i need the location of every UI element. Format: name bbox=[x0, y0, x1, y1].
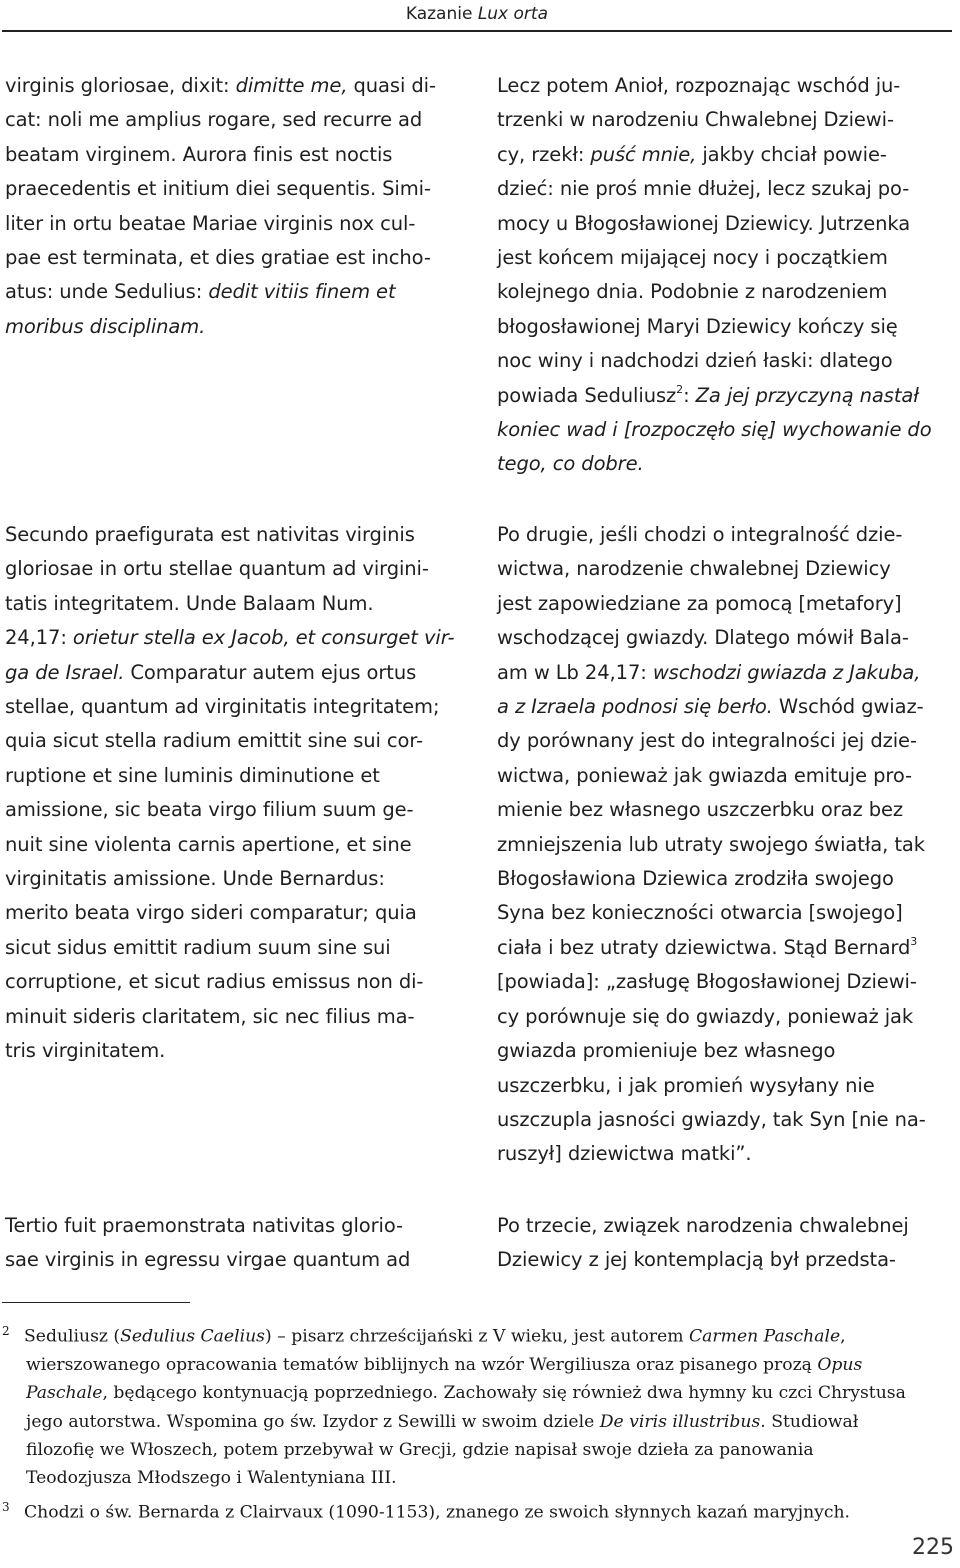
text-line: ciała i bez utraty dziewictwa. Stąd Bernard$^3$ bbox=[497, 935, 918, 959]
text-line: cy, rzekł: puść mnie, jakby chciał powie- bbox=[497, 142, 887, 166]
footnote-marker: 3 bbox=[2, 1499, 10, 1514]
text-line: amissione, sic beata virgo filium suum ge- bbox=[5, 798, 414, 822]
text-line: gwiazda promieniuje bez własnego bbox=[497, 1039, 836, 1063]
text-line: cat: noli me amplius rogare, sed recurre ad bbox=[5, 108, 423, 132]
text-line: corruptione, et sicut radius emissus non di- bbox=[5, 970, 424, 994]
page-number: 225 bbox=[912, 1535, 954, 1560]
text-line: stellae, quantum ad virginitatis integritatem; bbox=[5, 695, 440, 719]
polish-paragraph-1 bbox=[497, 69, 957, 482]
text-line: tris virginitatem. bbox=[5, 1039, 166, 1063]
footnote-rule bbox=[2, 1302, 190, 1303]
footnote-line: Paschale, będącego kontynuacją poprzedniego. Zachowały się również dwa hymny ku czci Chrystusa bbox=[26, 1383, 906, 1404]
text-line: kolejnego dnia. Podobnie z narodzeniem bbox=[497, 280, 888, 304]
text-line: uszczerbku, i jak promień wysyłany nie bbox=[497, 1073, 875, 1097]
text-line: tego, co dobre. bbox=[497, 452, 644, 476]
text-line: mienie bez własnego uszczerbku oraz bez bbox=[497, 798, 904, 822]
header-rule bbox=[2, 30, 952, 32]
footnote-ref-2: 2 bbox=[676, 383, 684, 397]
text-line: Tertio fuit praemonstrata nativitas glorio- bbox=[5, 1214, 403, 1237]
text-line: sicut sidus emittit radium suum sine sui bbox=[5, 935, 391, 959]
text-line: liter in ortu beatae Mariae virginis nox cul- bbox=[5, 211, 416, 235]
footnote-line: wierszowanego opracowania tematów biblijnych na wzór Wergiliusza oraz pisanego prozą Opus bbox=[26, 1355, 863, 1376]
text-line: cy porównuje się do gwiazdy, ponieważ jak bbox=[497, 1004, 914, 1028]
polish-paragraph-3 bbox=[497, 1209, 957, 1278]
text-line: Secundo praefigurata est nativitas virginis bbox=[5, 523, 415, 546]
footnote-2: $^2$ Seduliusz (Sedulius Caelius) – pisarz chrześcijański z V wieku, jest autorem Carmen Paschale, bbox=[2, 1324, 846, 1347]
footnote-line: jego autorstwa. Wspomina go św. Izydor z Sewilli w swoim dziele De viris illustribus. Studiował bbox=[26, 1411, 859, 1432]
text-line: atus: unde Sedulius: dedit vitiis finem et bbox=[5, 280, 396, 304]
text-line: ga de Israel. Comparatur autem ejus ortus bbox=[5, 660, 417, 684]
text-line: jest zapowiedziane za pomocą [metafory] bbox=[497, 591, 902, 615]
text-line: Po trzecie, związek narodzenia chwalebnej bbox=[497, 1214, 909, 1237]
footnotes bbox=[2, 1317, 954, 1527]
footnote-ref-3: 3 bbox=[910, 935, 918, 949]
text-line: ruszył] dziewictwa matki”. bbox=[497, 1142, 752, 1166]
text-line: am w Lb 24,17: wschodzi gwiazda z Jakuba, bbox=[497, 660, 921, 684]
text-line: tatis integritatem. Unde Balaam Num. bbox=[5, 591, 374, 615]
text-line: praecedentis et initium diei sequentis. Simi- bbox=[5, 177, 431, 201]
text-line: minuit sideris claritatem, sic nec filius ma- bbox=[5, 1004, 415, 1028]
text-line: noc winy i nadchodzi dzień łaski: dlatego bbox=[497, 349, 893, 373]
footnote-line: filozofię we Włoszech, potem przebywał w Grecji, gdzie napisał swoje dzieła za panowania bbox=[26, 1439, 814, 1460]
latin-paragraph-2 bbox=[5, 518, 465, 1069]
footnote-3: $^3$ Chodzi o św. Bernarda z Clairvaux (1090-1153), znanego ze swoich słynnych kazań maryjnych. bbox=[2, 1499, 851, 1523]
text-line: Błogosławiona Dziewica zrodziła swojego bbox=[497, 867, 894, 891]
text-line: nuit sine violenta carnis apertione, et sine bbox=[5, 832, 412, 856]
text-line: zmniejszenia lub utraty swojego światła, tak bbox=[497, 832, 925, 856]
text-line: błogosławionej Maryi Dziewicy kończy się bbox=[497, 314, 898, 338]
text-line: ruptione et sine luminis diminutione et bbox=[5, 763, 380, 787]
text-line: gloriosae in ortu stellae quantum ad virgini- bbox=[5, 557, 429, 581]
text-line: quia sicut stella radium emittit sine sui cor- bbox=[5, 729, 423, 753]
text-line: dy porównany jest do integralności jej dzie- bbox=[497, 729, 917, 753]
text-line: wictwa, ponieważ jak gwiazda emituje pro- bbox=[497, 763, 912, 787]
polish-paragraph-2 bbox=[497, 518, 957, 1172]
text-line: trzenki w narodzeniu Chwalebnej Dziewi- bbox=[497, 108, 894, 132]
text-line: Dziewicy z jej kontemplacją był przedsta- bbox=[497, 1248, 896, 1272]
text-line: wictwa, narodzenie chwalebnej Dziewicy bbox=[497, 557, 891, 581]
text-line: wschodzącej gwiazdy. Dlatego mówił Bala- bbox=[497, 626, 909, 650]
text-line: mocy u Błogosławionej Dziewicy. Jutrzenka bbox=[497, 211, 911, 235]
footnote-marker: 2 bbox=[2, 1324, 10, 1338]
text-line: jest końcem mijającej nocy i początkiem bbox=[497, 246, 888, 270]
text-line: dzieć: nie proś mnie dłużej, lecz szukaj po- bbox=[497, 177, 910, 201]
text-line: moribus disciplinam. bbox=[5, 314, 206, 338]
latin-paragraph-1 bbox=[5, 69, 465, 344]
latin-paragraph-3 bbox=[5, 1209, 465, 1278]
footnote-line: Teodozjusza Młodszego i Walentyniana III. bbox=[26, 1468, 397, 1489]
text-line: 24,17: orietur stella ex Jacob, et consurget vir- bbox=[5, 626, 455, 650]
text-line: virginitatis amissione. Unde Bernardus: bbox=[5, 867, 385, 891]
text-line: [powiada]: „zasługę Błogosławionej Dziewi- bbox=[497, 970, 917, 994]
text-line: sae virginis in egressu virgae quantum ad bbox=[5, 1248, 411, 1272]
text-line: beatam virginem. Aurora finis est noctis bbox=[5, 142, 393, 166]
text-line: virginis gloriosae, dixit: dimitte me, quasi di- bbox=[5, 74, 436, 97]
text-line: uszczupla jasności gwiazdy, tak Syn [nie na- bbox=[497, 1107, 926, 1131]
text-line: pae est terminata, et dies gratiae est incho- bbox=[5, 246, 431, 270]
text-line: powiada Seduliusz$^2$: Za jej przyczyną nastał bbox=[497, 383, 919, 407]
text-line: Syna bez konieczności otwarcia [swojego] bbox=[497, 901, 903, 925]
text-line: Po drugie, jeśli chodzi o integralność dzie- bbox=[497, 523, 903, 546]
text-line: a z Izraela podnosi się berło. Wschód gwiaz- bbox=[497, 695, 924, 719]
running-head: Kazanie Lux orta bbox=[405, 4, 548, 24]
text-line: Lecz potem Anioł, rozpoznając wschód ju- bbox=[497, 74, 901, 97]
text-line: koniec wad i [rozpoczęło się] wychowanie do bbox=[497, 418, 932, 442]
text-line: merito beata virgo sideri comparatur; quia bbox=[5, 901, 417, 925]
